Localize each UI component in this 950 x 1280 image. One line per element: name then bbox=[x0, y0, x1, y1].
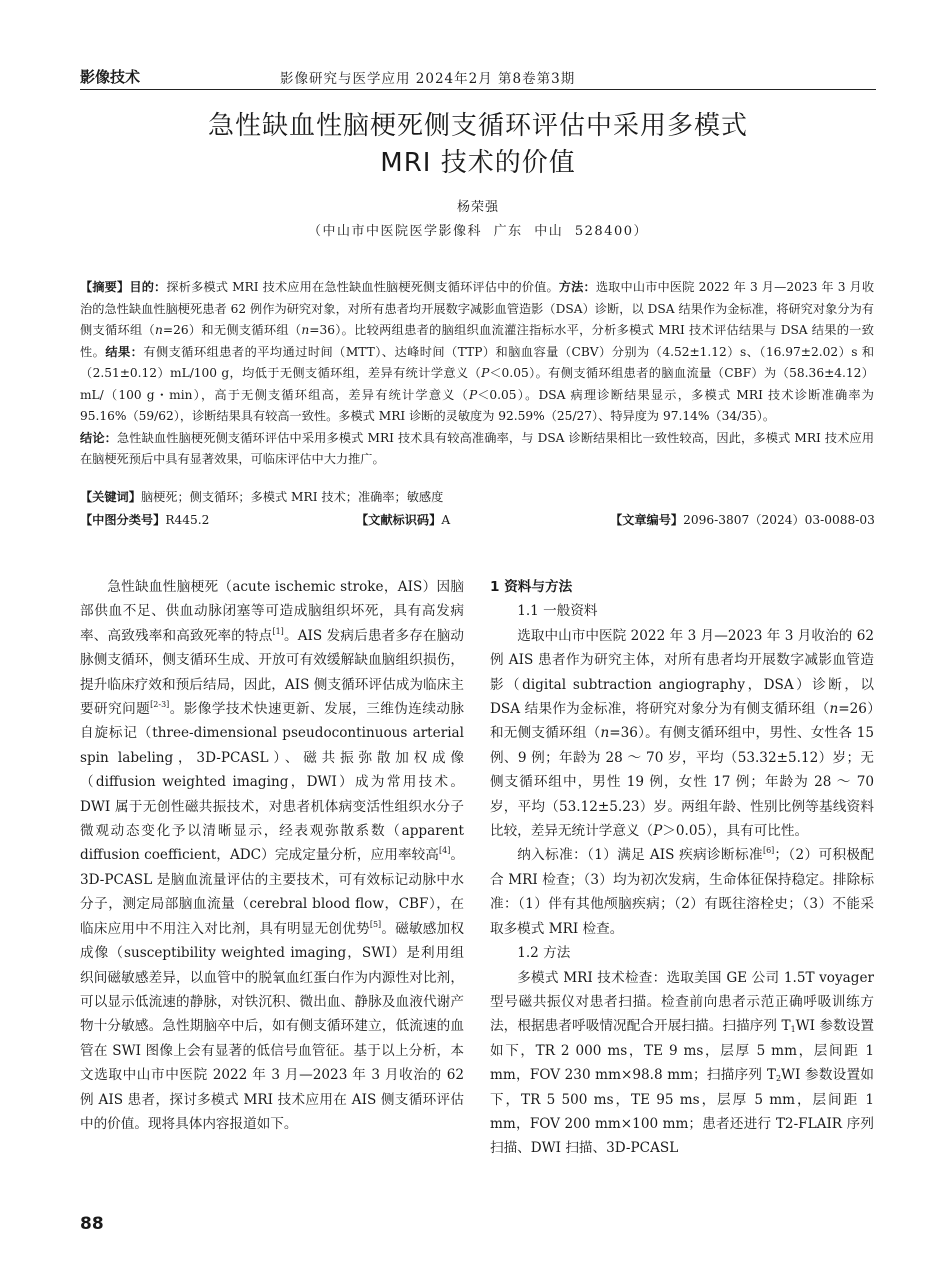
intro-text: 急性缺血性脑梗死（acute ischemic stroke，AIS）因脑部供血不足、供血动脉闭塞等可造成脑组织坏死，具有高发病率、高致残率和高致死率的特点 bbox=[80, 579, 464, 644]
section-label: 影像技术 bbox=[80, 68, 141, 86]
author: 杨荣强 bbox=[456, 200, 499, 215]
results-label: 结果： bbox=[105, 344, 144, 359]
paragraph-text: 纳入标准：（1）满足 AIS 疾病诊断标准 bbox=[517, 847, 763, 864]
citation: [4] bbox=[438, 846, 451, 856]
title-line-1: 急性缺血性脑梗死侧支循环评估中采用多模式 bbox=[207, 111, 748, 141]
criteria-paragraph bbox=[490, 843, 874, 941]
journal-info: 影像研究与医学应用 2024年2月 第8卷第3期 bbox=[280, 71, 576, 87]
body-column-left bbox=[80, 575, 464, 1136]
section-heading: 1 资料与方法 bbox=[490, 579, 573, 595]
paragraph-text: =26）和无侧支循环组（ bbox=[490, 701, 874, 742]
methods-text: =36）。比较两组患者的脑组织血流灌注指标水平，分析多模式 MRI 技术评估结果与 DSA 结果的一致性。 bbox=[80, 323, 874, 359]
n-symbol: n bbox=[301, 323, 310, 337]
paragraph-text: 选取中山市中医院 2022 年 3 月—2023 年 3 月收治的 62 例 AIS 患者作为研究主体，对所有患者均开展数字减影血管造影（digital subtraction angiography，DSA）诊断，以 DSA 结果作为金标准，将研究对象分为有侧支循环组（ bbox=[490, 627, 874, 718]
affiliation: （中山市中医院医学影像科 广东 中山 528400） bbox=[307, 224, 649, 239]
keywords-text: 脑梗死；侧支循环；多模式 MRI 技术；准确率；敏感度 bbox=[140, 490, 444, 504]
general-data-paragraph bbox=[490, 624, 874, 844]
header-rule bbox=[80, 89, 876, 90]
intro-text: 。影像学技术快速更新、发展，三维伪连续动脉自旋标记（three-dimensional pseudocontinuous arterial spin labeling，3D-PCASL）、磁共振弥散加权成像（diffusion weighted imaging，DWI）成为常用技术。DWI 属于无创性磁共振技术，对患者机体病变活性组织水分子微观动态变化予以清晰显示，经表观弥散系数（apparent diffusion coefficient，ADC）完成定量分析，应用率较高 bbox=[80, 701, 465, 864]
clc-number bbox=[80, 511, 209, 528]
results-text: ＜0.05）。有侧支循环组患者的脑血流量（CBF）为（58.36±4.12）mL/（100 g・min），高于无侧支循环组高，差异有统计学意义（ bbox=[80, 366, 874, 402]
abstract bbox=[80, 277, 874, 471]
citation: [2-3] bbox=[150, 700, 170, 710]
intro-text: 。3D-PCASL 是脑血流量评估的主要技术，可有效标记动脉中水分子，测定局部脑血流量（cerebral blood flow，CBF），在临床应用中不用注入对比剂，具有明显无创优势 bbox=[80, 847, 465, 937]
paragraph-text: WI 参数设置如下，TR 5 500 ms，TE 95 ms，层厚 5 mm，层间距 1 mm，FOV 200 mm×100 mm；患者还进行 T2-FLAIR 序列扫描、DWI 扫描、3D-PCASL bbox=[490, 1067, 874, 1157]
purpose-text: 探析多模式 MRI 技术应用在急性缺血性脑梗死侧支循环评估中的价值。 bbox=[166, 280, 559, 294]
n-symbol: n bbox=[829, 701, 839, 718]
article-number bbox=[610, 511, 875, 528]
keywords-label: 【关键词】 bbox=[80, 490, 141, 504]
running-header bbox=[80, 66, 876, 88]
document-code-value: A bbox=[441, 513, 451, 527]
methods-text: =26）和无侧支循环组（ bbox=[162, 323, 302, 337]
p-symbol: P bbox=[469, 387, 478, 402]
article-title bbox=[80, 108, 876, 182]
document-code bbox=[356, 511, 450, 528]
methods-label: 方法： bbox=[558, 280, 596, 294]
classification-line bbox=[80, 511, 874, 531]
citation: [1] bbox=[272, 626, 284, 636]
body-column-right bbox=[490, 575, 874, 1161]
purpose-label: 目的： bbox=[129, 280, 167, 294]
page-number: 88 bbox=[80, 1214, 104, 1234]
citation: [5] bbox=[369, 919, 382, 929]
paragraph-text: ＞0.05），具有可比性。 bbox=[662, 823, 809, 840]
paragraph-text: ；（2）可积极配合 MRI 检查；（3）均为初次发病，生命体征保持稳定。排除标准：（1）伴有其他颅脑疾病；（2）有既往溶栓史；（3）不能采取多模式 MRI 检查。 bbox=[490, 847, 874, 937]
paragraph-text: 多模式 MRI 技术检查：选取美国 GE 公司 1.5T voyager 型号磁共振仪对患者扫描。检查前向患者示范正确呼吸训练方法，根据患者呼吸情况配合开展扫描。扫描序列 T bbox=[490, 969, 874, 1035]
clc-label: 【中图分类号】 bbox=[80, 513, 166, 527]
intro-text: 。AIS 发病后患者多存在脑动脉侧支循环，侧支循环生成、开放可有效缓解缺血脑组织损伤，提升临床疗效和预后结局，因此，AIS 侧支循环评估成为临床主要研究问题 bbox=[80, 627, 465, 718]
paragraph-text: =36）。有侧支循环组中，男性、女性各 15 例、9 例；年龄为 28 ～ 70 岁，平均（53.32±5.12）岁；无侧支循环组中，男性 19 例，女性 17 例；年龄为 28 ～ 70 岁，平均（53.12±5.23）岁。两组年龄、性别比例等基线资料比较，差异无统计学意义（ bbox=[490, 725, 874, 840]
clc-value: R445.2 bbox=[165, 513, 210, 527]
article-number-label: 【文章编号】 bbox=[610, 513, 684, 527]
subscript: 1 bbox=[790, 1025, 796, 1035]
results-text: ＜0.05）。DSA 病理诊断结果显示，多模式 MRI 技术诊断准确率为 95.16%（59/62），诊断结果具有较高一致性。多模式 MRI 诊断的灵敏度为 92.59%（25/27）、特异度为 97.14%（34/35）。 bbox=[80, 387, 874, 423]
n-symbol: n bbox=[155, 323, 163, 337]
methods-paragraph bbox=[490, 966, 874, 1161]
abstract-label: 【摘要】 bbox=[80, 280, 130, 294]
p-symbol: P bbox=[481, 366, 490, 380]
methods-text: 选取中山市中医院 2022 年 3 月—2023 年 3 月收治的急性缺血性脑梗死患者 62 例作为研究对象，对所有患者均开展数字减影血管造影（DSA）诊断，以 DSA 结果作为金标准，将研究对象分为有侧支循环组（ bbox=[80, 280, 875, 337]
subsection-heading: 1.2 方法 bbox=[517, 945, 571, 962]
document-code-label: 【文献标识码】 bbox=[356, 513, 442, 527]
intro-text: 。磁敏感加权成像（susceptibility weighted imaging，SWI）是利用组织间磁敏感差异，以血管中的脱氧血红蛋白作为内源性对比剂，可以显示低流速的静脉，对铁沉积、微出血、静脉及血液代谢产物十分敏感。急性期脑卒中后，如有侧支循环建立，低流速的血管在 SWI 图像上会有显著的低信号血管征。基于以上分析，本文选取中山市中医院 2022 年 3 月—2023 年 3 月收治的 62 例 AIS 患者，探讨多模式 MRI 技术应用在 AIS 侧支循环评估中的价值。现将具体内容报道如下。 bbox=[80, 920, 464, 1132]
n-symbol: n bbox=[600, 725, 610, 742]
conclusion-text: 急性缺血性脑梗死侧支循环评估中采用多模式 MRI 技术具有较高准确率，与 DSA 诊断结果相比一致性较高，因此，多模式 MRI 技术应用在脑梗死预后中具有显著效果，可临床评估中大力推广。 bbox=[80, 430, 875, 466]
p-symbol: P bbox=[653, 823, 663, 840]
citation: [6] bbox=[762, 846, 775, 856]
article-number-value: 2096-3807（2024）03-0088-03 bbox=[683, 513, 875, 527]
subsection-heading: 1.1 一般资料 bbox=[517, 603, 598, 620]
conclusion-label: 结论： bbox=[80, 430, 117, 445]
results-text: 有侧支循环组患者的平均通过时间（MTT）、达峰时间（TTP）和脑血容量（CBV）分别为（4.52±1.12）s、（16.97±2.02）s 和（2.51±0.12）mL/100 g，均低于无侧支循环组，差异有统计学意义（ bbox=[80, 344, 875, 380]
paragraph-text: WI 参数设置如下，TR 2 000 ms，TE 9 ms，层厚 5 mm，层间距 1 mm，FOV 230 mm×98.8 mm；扫描序列 T bbox=[490, 1018, 875, 1084]
intro-paragraph bbox=[80, 575, 464, 1136]
subscript: 2 bbox=[775, 1074, 782, 1084]
keywords bbox=[80, 487, 874, 508]
title-line-2: MRI 技术的价值 bbox=[380, 148, 576, 178]
